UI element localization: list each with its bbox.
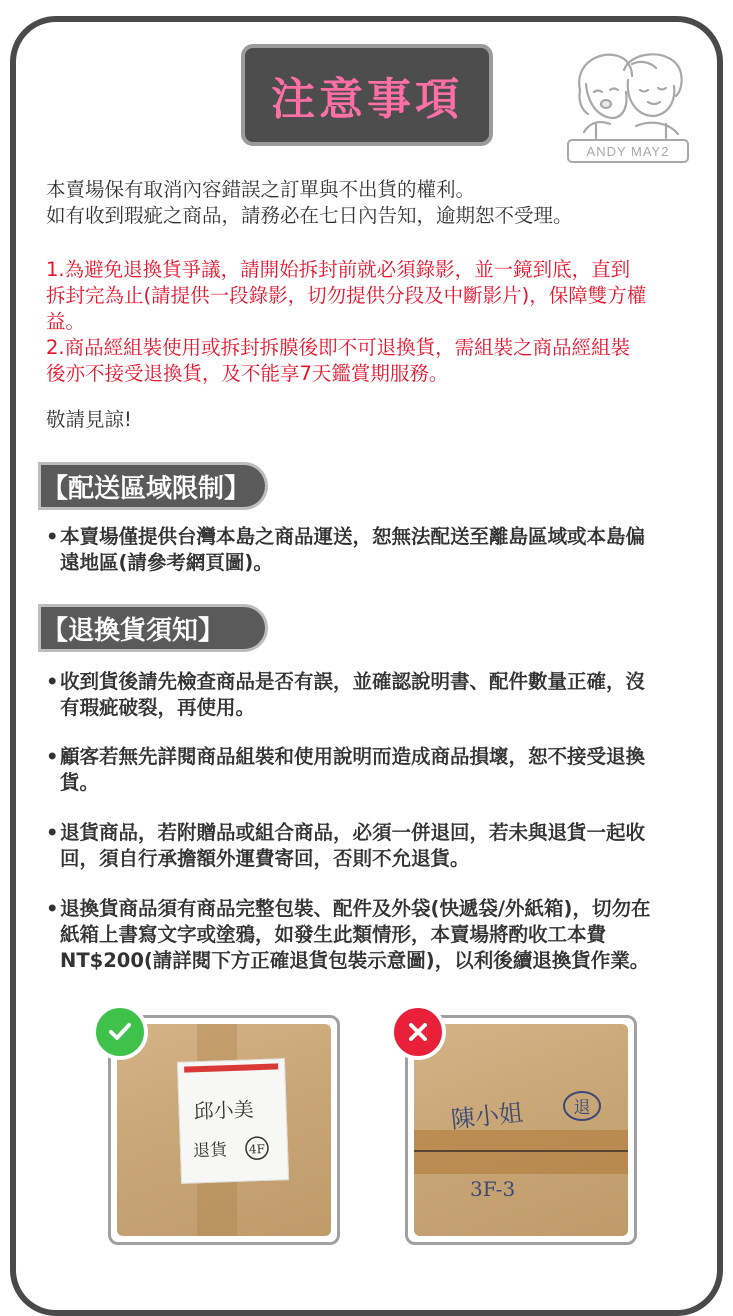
warning-line: 益。	[46, 310, 86, 333]
handwritten-note	[178, 1073, 288, 1187]
returns-item-line: 紙箱上書寫文字或塗鴉，如發生此類情形，本賣場將酌收工本費	[60, 923, 607, 946]
correct-example-photo	[108, 1015, 340, 1245]
logo-text: ANDY MAY2	[586, 144, 670, 159]
handwritten-scribble	[414, 1024, 628, 1236]
handwriting-floor: 4F	[248, 1141, 266, 1157]
bullet-icon: •	[46, 670, 59, 693]
bullet-icon: •	[46, 525, 59, 548]
handwriting-name: 邱小美	[193, 1097, 255, 1124]
andy-may2-logo	[566, 44, 690, 166]
returns-item	[46, 744, 686, 796]
returns-item	[46, 669, 686, 721]
returns-item	[46, 820, 686, 872]
returns-item-line: NT$200(請詳閱下方正確退貨包裝示意圖)，以利後續退換貨作業。	[60, 949, 650, 972]
returns-item-line: 退貨商品，若附贈品或組合商品，必須一併退回，若未與退貨一起收	[60, 821, 646, 844]
intro-block	[46, 177, 573, 229]
intro-line: 如有收到瑕疵之商品，請務必在七日內告知，逾期恕不受理。	[46, 204, 573, 227]
delivery-heading: 【配送區域限制】	[38, 462, 268, 510]
delivery-item	[46, 524, 686, 576]
handwriting-name: 陳小姐	[449, 1098, 525, 1134]
cross-icon	[390, 1004, 446, 1060]
returns-item-line: 回，須自行承擔額外運費寄回，否則不允退貨。	[60, 847, 470, 870]
warning-block	[46, 257, 646, 387]
warning-line: 2.商品經組裝使用或拆封拆膜後即不可退換貨，需組裝之商品經組裝	[46, 336, 631, 359]
warning-line: 拆封完為止(請提供一段錄影，切勿提供分段及中斷影片)，保障雙方權	[46, 284, 647, 307]
returns-heading: 【退換貨須知】	[38, 604, 268, 652]
handwriting-word: 退	[573, 1098, 591, 1118]
handwriting-word: 退貨	[192, 1140, 228, 1162]
returns-item-line: 有瑕疵破裂，再使用。	[60, 696, 256, 719]
closing-text: 敬請見諒!	[46, 408, 132, 431]
title-banner	[241, 44, 493, 146]
delivery-item-line: 本賣場僅提供台灣本島之商品運送，恕無法配送至離島區域或本島偏	[60, 525, 646, 548]
returns-item-line: 貨。	[60, 771, 100, 794]
intro-line: 本賣場保有取消內容錯誤之訂單與不出貨的權利。	[46, 178, 476, 201]
handwriting-floor: 3F-3	[470, 1177, 516, 1201]
shipping-label	[177, 1058, 289, 1184]
bullet-icon: •	[46, 745, 59, 768]
delivery-item-line: 遠地區(請參考網頁圖)。	[60, 551, 273, 574]
returns-item-line: 收到貨後請先檢查商品是否有誤，並確認說明書、配件數量正確，沒	[60, 670, 646, 693]
returns-item-line: 顧客若無先詳閱商品組裝和使用說明而造成商品損壞，恕不接受退換	[60, 745, 646, 768]
bullet-icon: •	[46, 897, 59, 920]
warning-line: 後亦不接受退換貨，及不能享7天鑑賞期服務。	[46, 362, 449, 385]
check-icon	[92, 1004, 148, 1060]
warning-line: 1.為避免退換貨爭議，請開始拆封前就必須錄影，並一鏡到底，直到	[46, 258, 631, 281]
bullet-icon: •	[46, 821, 59, 844]
returns-item	[46, 896, 686, 974]
page-title: 注意事項	[271, 74, 463, 125]
returns-item-line: 退換貨商品須有商品完整包裝、配件及外袋(快遞袋/外紙箱)，切勿在	[60, 897, 651, 920]
